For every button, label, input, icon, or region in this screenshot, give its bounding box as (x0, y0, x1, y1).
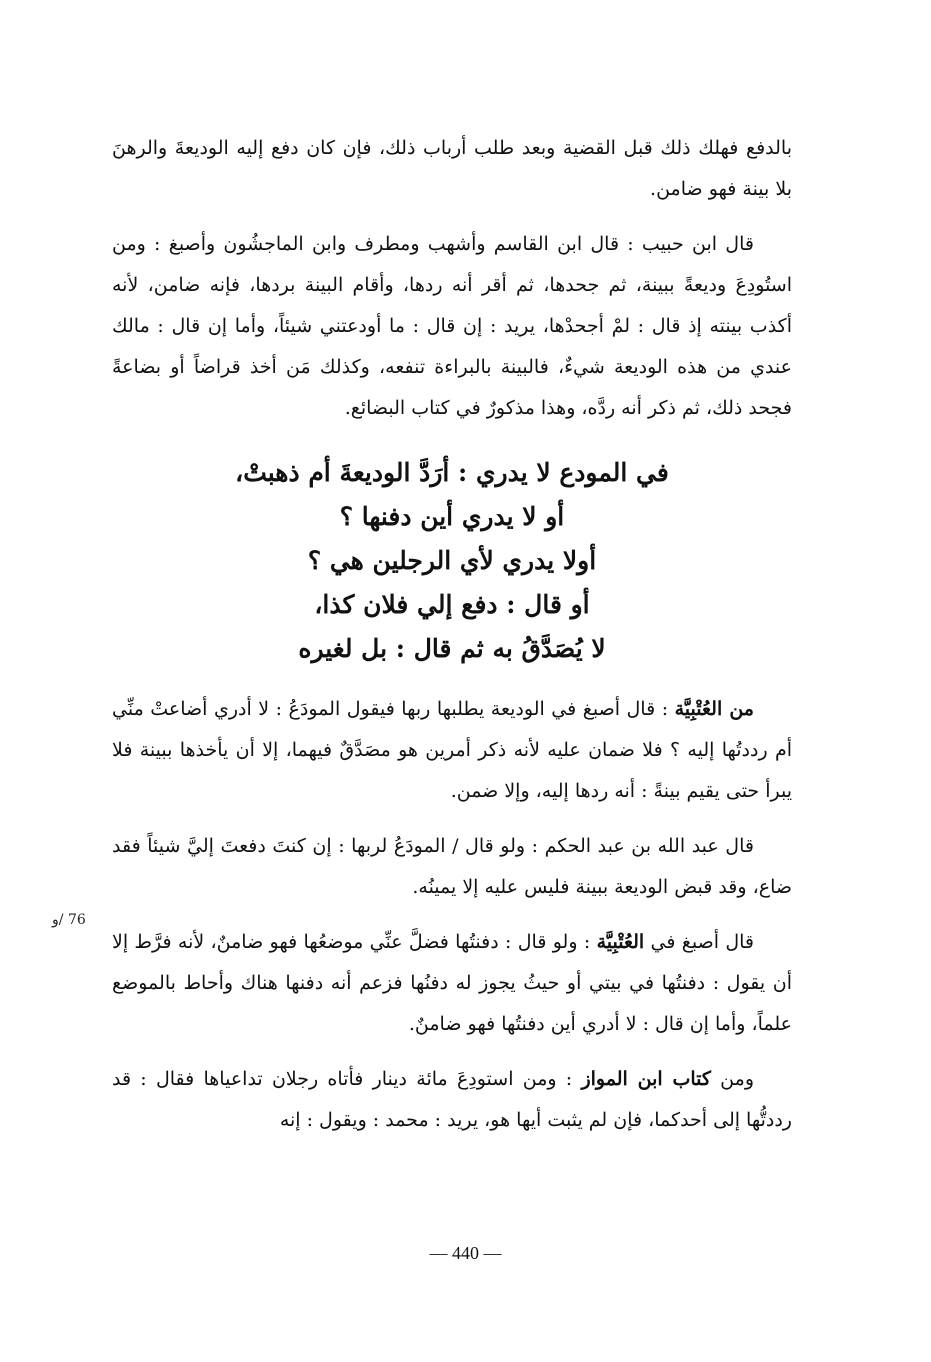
paragraph-6-text-b: : ومن استودِعَ مائة دينار فأتاه رجلان تداعياها فقال : قد رددتُّها إلى أحدكما، فإن لم يثبت أيها هو، يريد : محمد : ويقول : إنه (112, 1068, 792, 1131)
paragraph-2-text: قال ابن حبيب : قال ابن القاسم وأشهب ومطرف وابن الماجشُون وأصبغ : ومن استُودِعَ وديعةً ببينة، ثم جحدها، ثم أقر أنه ردها، وأقام البينة بردها، فإنه ضامن، لأنه أكذب بينته إذ قال : لمْ أجحدْها، يريد : إن قال : ما أودعتني شيئاً، وأما إن قال : مالك عندي من هذه الوديعة شيءٌ، فالبينة بالبراءة تنفعه، وكذلك مَن أخذ قراضاً أو بضاعةً فجحد ذلك، ثم ذكر أنه ردَّه، وهذا مذكورٌ في كتاب البضائع. (112, 233, 792, 419)
page-body (112, 128, 792, 1155)
source-reference-ibn-al-mawwaz: كتاب ابن المواز (581, 1068, 711, 1090)
paragraph-2 (112, 224, 792, 429)
paragraph-5-text-b: : ولو قال : دفنتُها فضلَّ عنِّي موضعُها فهو ضامنٌ، لأنه فرَّط إلا أن يقول : دفنتُها في بيتي أو حيثُ يجوز له دفنُها فزعم أنه دفنها هناك وأحاط بالموضع علماً، وأما إن قال : لا أدري أين دفنتُها فهو ضامنٌ. (112, 931, 792, 1035)
heading-line-3: أولا يدري لأي الرجلين هي ؟ (307, 546, 597, 575)
heading-line-5: لا يُصَدَّقُ به ثم قال : بل لغيره (298, 634, 606, 663)
paragraph-1 (112, 128, 792, 210)
paragraph-5-text-a: قال أصبغ في (644, 931, 754, 953)
paragraph-3 (112, 689, 792, 812)
page-number: — 440 — (429, 1243, 502, 1263)
source-reference-utbiyya: من العُتْبِيَّة (674, 698, 754, 720)
heading-line-4: أو قال : دفع إلي فلان كذا، (314, 590, 590, 619)
paragraph-6-text-a: ومن (710, 1068, 755, 1090)
paragraph-6 (112, 1059, 792, 1141)
heading-line-2: أو لا يدري أين دفنها ؟ (339, 502, 565, 531)
paragraph-5 (112, 922, 792, 1045)
paragraph-4 (112, 826, 792, 908)
paragraph-3-text: : قال أصبغ في الوديعة يطلبها ربها فيقول المودَعُ : لا أدري أضاعتْ منِّي أم رددتُها إليه ؟ فلا ضمان عليه لأنه ذكر أمرين هو مصَدَّقٌ فيهما، إلا أن يأخذها ببينة فلا يبرأ حتى يقيم بينةً : أنه ردها إليه، وإلا ضمن. (112, 698, 792, 802)
paragraph-1-text: بالدفع فهلك ذلك قبل القضية وبعد طلب أرباب ذلك، فإن كان دفع إليه الوديعةَ والرهنَ بلا بينة فهو ضامن. (112, 137, 792, 200)
section-heading (112, 451, 792, 671)
source-reference-utbiyya-2: العُتْبِيَّة (596, 931, 645, 953)
folio-margin-note: 76 /و (52, 912, 86, 928)
heading-line-1: في المودع لا يدري : أرَدَّ الوديعةَ أم ذهبتْ، (235, 458, 669, 487)
paragraph-4-text: قال عبد الله بن عبد الحكم : ولو قال / المودَعُ لربها : إن كنتَ دفعتَ إليَّ شيئاً فقد ضاع، وقد قبض الوديعة ببينة فليس عليه إلا يمينُه. (112, 835, 792, 898)
